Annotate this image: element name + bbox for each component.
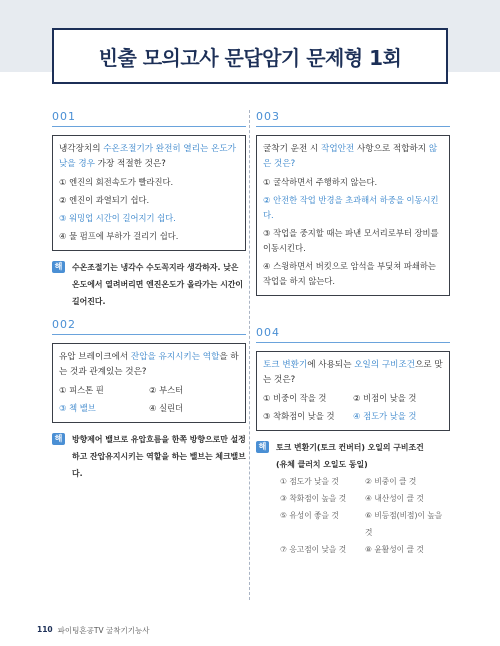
book-title: 파이팅혼공TV 굴착기기능사 <box>57 626 150 635</box>
question-001 <box>52 110 246 310</box>
page-footer <box>37 625 149 636</box>
explanation-text: 수온조절기는 냉각수 수도꼭지라 생각하자. 낮은 온도에서 열려버리면 엔진온도가 올라가는 시간이 길어진다. <box>72 263 244 306</box>
question-text-part: 을 하는 것과 관계있는 것은? <box>59 352 239 377</box>
option-3-answer: ③ 워밍업 시간이 길어지기 쉽다. <box>59 213 176 223</box>
question-text-part: 냉각장치의 <box>59 144 104 154</box>
question-box <box>256 135 450 296</box>
option-4: ④ 실린더 <box>149 403 184 413</box>
page-number: 110 <box>37 625 53 634</box>
option-row <box>59 401 239 416</box>
question-box <box>52 135 246 251</box>
page-title: 빈출 모의고사 문답암기 문제형 1회 <box>98 45 402 70</box>
explanation-subtitle: (유체 클러치 오일도 동일) <box>276 460 368 469</box>
question-text <box>263 142 443 172</box>
question-003 <box>256 110 450 296</box>
question-number: 002 <box>52 318 246 335</box>
title-box <box>52 28 448 84</box>
condition-item: ④ 내산성이 클 것 <box>365 494 424 503</box>
condition-item: ⑦ 응고점이 낮을 것 <box>280 545 347 554</box>
question-002 <box>52 318 246 482</box>
option-2-answer: ② 안전한 작업 반경을 초과해서 하중을 이동시킨다. <box>263 195 439 220</box>
question-text-part: 굴착기 운전 시 <box>263 144 322 154</box>
option-1: ① 엔진의 회전속도가 빨라진다. <box>59 177 174 187</box>
option-1: ① 굴삭하면서 주행하지 않는다. <box>263 177 378 187</box>
option-4: ④ 스윙하면서 버킷으로 암석을 부딪쳐 파쇄하는 작업을 하지 않는다. <box>263 261 436 286</box>
question-highlight: 잔압을 유지시키는 역할 <box>130 352 220 362</box>
option-row <box>59 383 239 398</box>
question-004 <box>256 326 450 558</box>
question-box <box>256 351 450 431</box>
question-text-part: 사항으로 적합하지 <box>354 144 429 154</box>
question-highlight: 않은 것은? <box>263 144 438 169</box>
question-highlight: 작업안전 <box>321 144 355 154</box>
option-3: ③ 작업을 중지할 때는 파낸 모서리로부터 장비를 이동시킨다. <box>263 228 439 253</box>
question-text-part: 에 사용되는 <box>307 360 355 370</box>
condition-item: ③ 착화점이 높을 것 <box>280 494 347 503</box>
explanation <box>256 439 450 558</box>
question-text-part: 으로 맞는 것은? <box>263 360 443 385</box>
option-row <box>263 409 443 424</box>
question-text-part: 가장 적절한 것은? <box>94 159 166 169</box>
option-2: ② 비점이 낮을 것 <box>353 393 417 403</box>
conditions-grid <box>276 473 450 558</box>
question-text <box>59 142 239 172</box>
condition-item: ⑥ 비등점(비점)이 높을 것 <box>365 511 443 537</box>
option-3-answer: ③ 첵 밸브 <box>59 403 96 413</box>
explanation <box>52 259 246 310</box>
option-4-answer: ④ 점도가 낮을 것 <box>353 411 417 421</box>
explanation-badge: 해 <box>52 261 65 273</box>
condition-item: ⑤ 유성이 좋을 것 <box>280 511 339 520</box>
explanation-text: 방향제어 밸브로 유압흐름을 한쪽 방향으로만 설정하고 잔압유지시키는 역할을 하는 밸브는 체크밸브다. <box>72 435 246 478</box>
question-highlight: 수온조절기가 완전히 열리는 온도가 낮을 경우 <box>59 144 236 169</box>
condition-item: ② 비중이 클 것 <box>365 477 417 486</box>
question-number: 003 <box>256 110 450 127</box>
option-1: ① 비중이 작을 것 <box>263 393 327 403</box>
question-box <box>52 343 246 423</box>
explanation-title: 토크 변환기(토크 컨버터) 오일의 구비조건 <box>276 443 424 452</box>
option-3: ③ 착화점이 낮을 것 <box>263 411 335 421</box>
option-1: ① 피스톤 핀 <box>59 385 104 395</box>
question-number: 001 <box>52 110 246 127</box>
condition-item: ① 점도가 낮을 것 <box>280 477 339 486</box>
option-row <box>263 391 443 406</box>
question-text <box>263 358 443 388</box>
question-highlight: 토크 변환기 <box>263 360 308 370</box>
question-number: 004 <box>256 326 450 343</box>
option-4: ④ 물 펌프에 부하가 걸리기 쉽다. <box>59 231 179 241</box>
explanation-badge: 해 <box>52 433 65 445</box>
column-divider <box>249 110 250 600</box>
explanation-badge: 해 <box>256 441 269 453</box>
question-text-part: 유압 브레이크에서 <box>59 352 131 362</box>
question-text <box>59 350 239 380</box>
option-2: ② 엔진이 과열되기 쉽다. <box>59 195 150 205</box>
question-highlight: 오일의 구비조건 <box>354 360 416 370</box>
explanation <box>52 431 246 482</box>
condition-item: ⑧ 윤활성이 클 것 <box>365 545 424 554</box>
option-2: ② 부스터 <box>149 385 184 395</box>
